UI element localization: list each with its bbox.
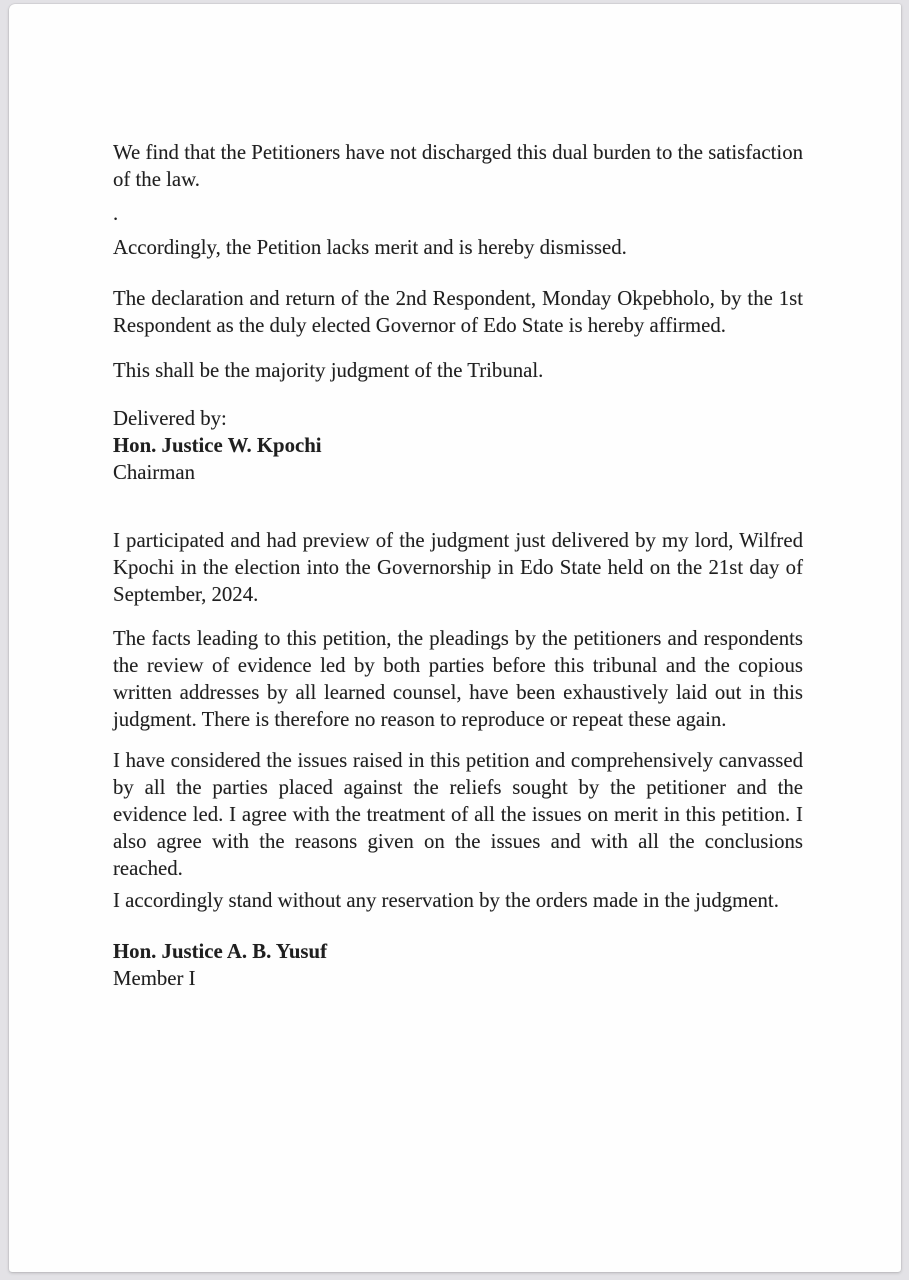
paragraph-declaration: The declaration and return of the 2nd Respondent, Monday Okpebholo, by the 1st Respondent as the duly elected Governor of Edo State is hereby affirmed. [113, 287, 803, 337]
member-name: Hon. Justice A. B. Yusuf [113, 940, 327, 963]
paragraph-dual-burden: We find that the Petitioners have not discharged this dual burden to the satisfaction of the law. [113, 141, 803, 191]
document-page [9, 4, 901, 1272]
signature-block [113, 938, 803, 992]
paragraph-majority-judgment: This shall be the majority judgment of the Tribunal. [113, 359, 544, 382]
delivered-by-label: Delivered by: [113, 407, 227, 430]
stray-period: . [113, 202, 119, 225]
paragraph-facts: The facts leading to this petition, the pleadings by the petitioners and respondents the review of evidence led by both parties before this tribunal and the copious written addresses by all learned counsel, have been exhaustively laid out in this judgment. There is therefore no reason to reproduce or repeat these again. [113, 627, 803, 731]
chairman-name: Hon. Justice W. Kpochi [113, 434, 322, 457]
delivered-by-block [113, 405, 803, 486]
chairman-role: Chairman [113, 461, 196, 484]
paragraph-dismissal: Accordingly, the Petition lacks merit and is hereby dismissed. [113, 236, 627, 259]
paragraph-issues: I have considered the issues raised in this petition and comprehensively canvassed by all the parties placed against the reliefs sought by the petitioner and the evidence led. I agree with the treatment of all the issues on merit in this petition. I also agree with the reasons given on the issues and with all the conclusions reached. [113, 749, 803, 880]
member-role: Member I [113, 967, 196, 990]
paragraph-orders: I accordingly stand without any reservation by the orders made in the judgment. [113, 889, 779, 912]
paragraph-preview: I participated and had preview of the judgment just delivered by my lord, Wilfred Kpochi in the election into the Governorship in Edo State held on the 21st day of September, 2024. [113, 529, 803, 606]
